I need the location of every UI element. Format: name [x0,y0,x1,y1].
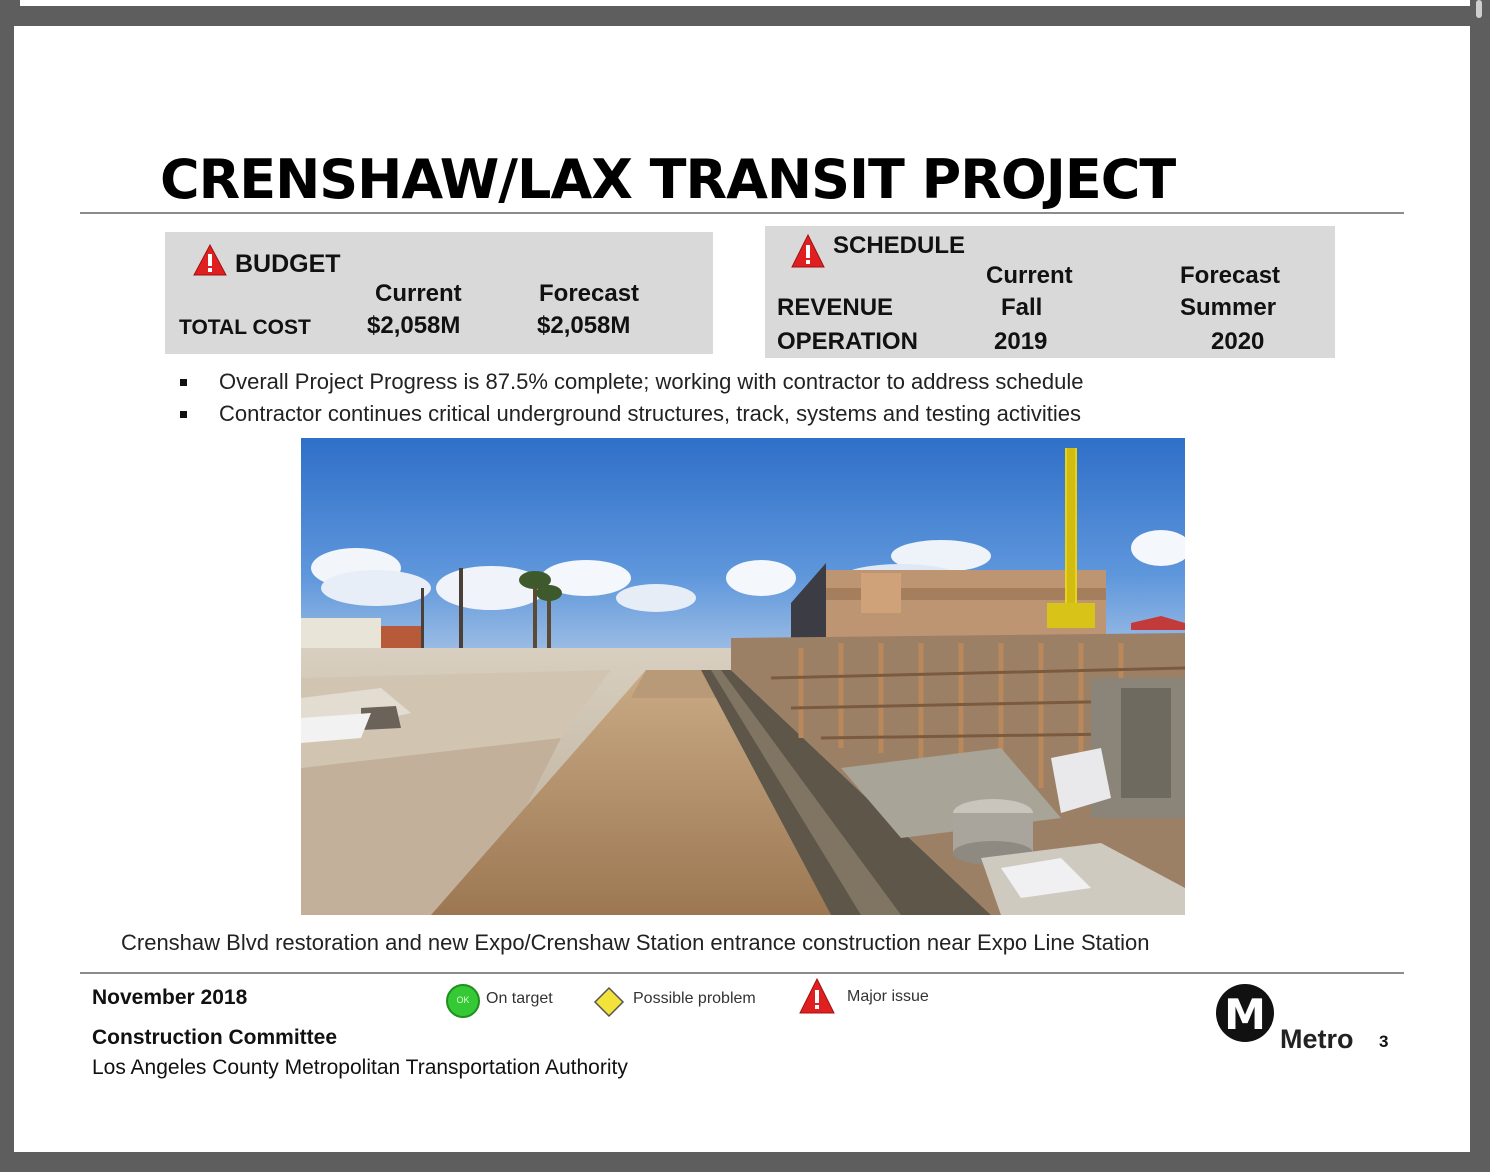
budget-current-label: Current [375,280,462,307]
footer-date: November 2018 [92,986,248,1009]
metro-logo-text: Metro [1280,1024,1354,1054]
major-issue-warning-icon [799,978,835,1014]
schedule-forecast-season: Summer [1180,294,1277,321]
budget-heading: BUDGET [235,250,341,278]
legend-on-target: On target [486,990,553,1007]
budget-current-value: $2,058M [367,312,461,339]
budget-row-label: TOTAL COST [179,316,311,339]
bullet-square-icon [180,411,187,418]
bullet-text: Contractor continues critical underground structures, track, systems and testing activities [219,401,1082,426]
schedule-forecast-label: Forecast [1180,262,1281,289]
budget-forecast-value: $2,058M [537,312,631,339]
schedule-row-label-line1: REVENUE [777,294,894,321]
metro-logo-letter: M [1224,990,1266,1039]
construction-site-photo [301,438,1185,915]
possible-problem-diamond-icon [593,986,625,1018]
schedule-row-label-line2: OPERATION [777,328,918,355]
schedule-forecast-year: 2020 [1211,328,1265,355]
bullet-text: Overall Project Progress is 87.5% complete; working with contractor to address schedule [219,369,1084,394]
bullet-square-icon [180,379,187,386]
slide-title: CRENSHAW/LAX TRANSIT PROJECT [160,148,1176,211]
previous-page-edge [20,0,1470,6]
schedule-current-label: Current [986,262,1073,289]
warning-triangle-icon [791,234,825,268]
legend-major-issue: Major issue [847,988,929,1005]
title-divider [80,212,1404,214]
scrollbar-thumb[interactable] [1476,0,1482,18]
budget-panel [165,232,713,354]
metro-logo [1216,984,1274,1042]
legend-possible-problem: Possible problem [633,990,756,1007]
warning-triangle-icon [193,244,227,276]
footer-agency: Los Angeles County Metropolitan Transportation Authority [92,1056,628,1079]
page-number: 3 [1379,1032,1389,1051]
scrollbar-track[interactable] [1470,0,1490,1172]
schedule-heading: SCHEDULE [833,232,966,259]
schedule-panel [765,226,1335,358]
slide-page [14,26,1470,1152]
ok-badge-text: OK [456,995,470,1005]
schedule-current-year: 2019 [994,328,1048,355]
schedule-current-season: Fall [1001,294,1043,321]
footer-committee: Construction Committee [92,1026,338,1049]
photo-caption: Crenshaw Blvd restoration and new Expo/Crenshaw Station entrance construction near Expo Line Station [121,930,1150,955]
ok-status-icon [446,984,480,1018]
budget-forecast-label: Forecast [539,280,640,307]
footer-divider [80,972,1404,974]
